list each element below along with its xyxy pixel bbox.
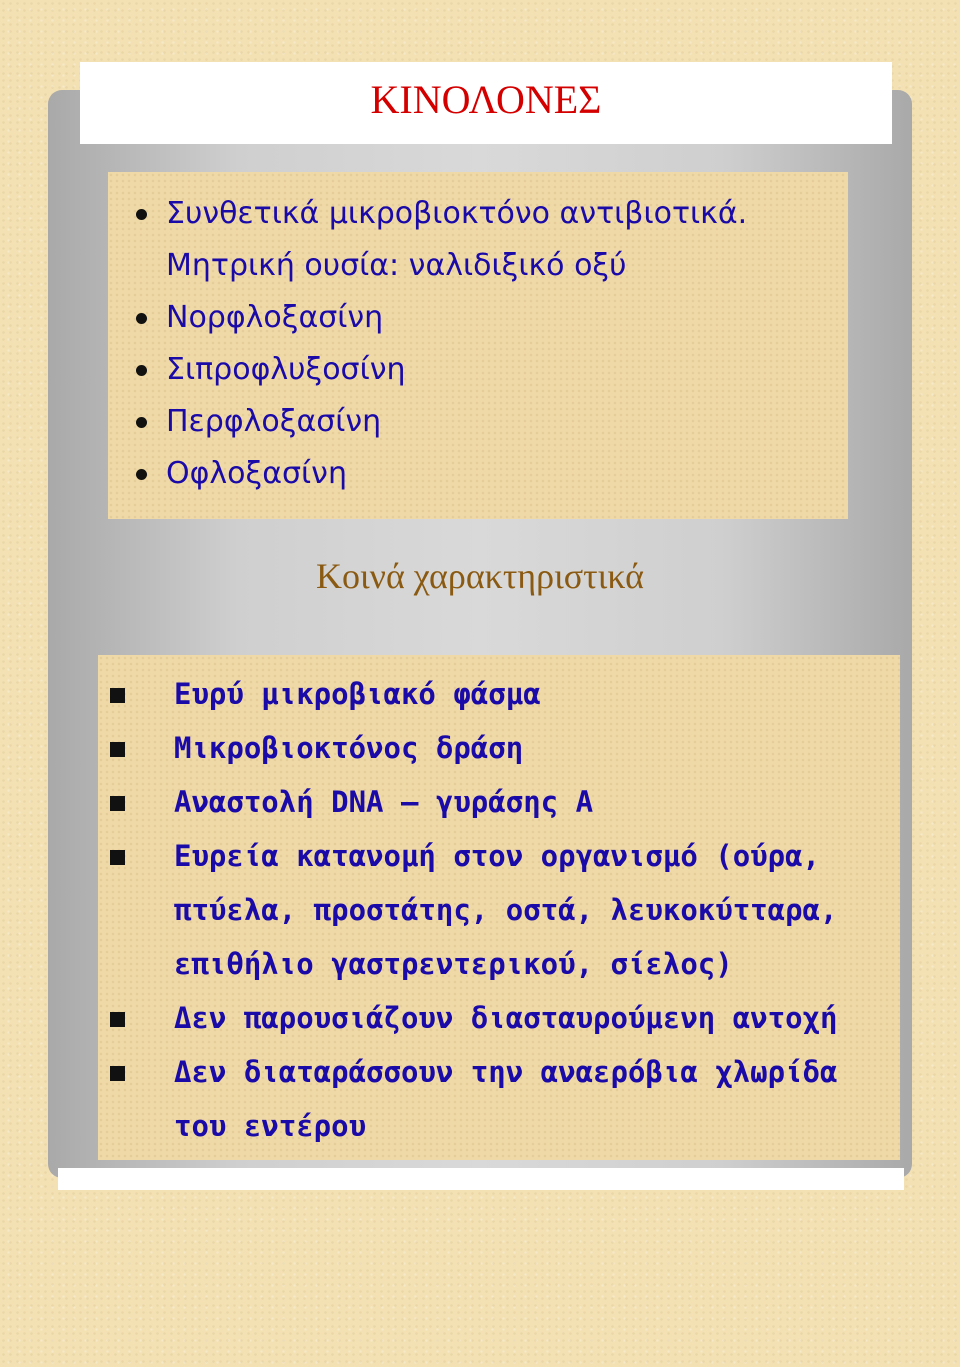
list-item-text: Σιπροφλυξοσίνη — [166, 352, 406, 387]
square-bullet-icon — [110, 850, 125, 865]
list-item — [108, 448, 747, 500]
list-item — [108, 240, 747, 292]
list-item — [98, 991, 900, 1045]
bullet-dot-icon — [136, 417, 147, 428]
list-item — [108, 344, 747, 396]
list-item-text: Μητρική ουσία: ναλιδιξικό οξύ — [166, 248, 627, 283]
list-item-text: Ευρύ μικροβιακό φάσμα — [174, 677, 541, 711]
bullet-dot-icon — [136, 469, 147, 480]
list-item-text: Νορφλοξασίνη — [166, 300, 384, 335]
list-item — [98, 721, 900, 775]
square-bullet-icon — [110, 796, 125, 811]
title-bar — [80, 62, 892, 144]
list-item-text: πτύελα, προστάτης, οστά, λευκοκύτταρα, — [174, 893, 838, 927]
square-bullet-icon — [110, 742, 125, 757]
list-item — [108, 396, 747, 448]
section-subtitle: Κοινά χαρακτηριστικά — [315, 556, 645, 596]
list-item — [108, 188, 747, 240]
list-item-text: του εντέρου — [174, 1109, 367, 1143]
characteristics-list — [98, 667, 900, 1153]
list-item-text: Οφλοξασίνη — [166, 456, 347, 491]
bullet-dot-icon — [136, 209, 147, 220]
list-item — [98, 1045, 900, 1153]
list-item — [108, 292, 747, 344]
list-item-text: επιθήλιο γαστρεντερικού, σίελος) — [174, 947, 733, 981]
slide-bottom-strip — [58, 1168, 904, 1190]
list-item — [98, 775, 900, 829]
bullet-dot-icon — [136, 365, 147, 376]
square-bullet-icon — [110, 1066, 125, 1081]
page-title: ΚΙΝΟΛΟΝΕΣ — [370, 77, 602, 122]
list-item-text: Αναστολή DNA – γυράσης Α — [174, 785, 594, 819]
list-item-text: Δεν παρουσιάζουν διασταυρούμενη αντοχή — [174, 1001, 838, 1035]
list-item-text: Περφλοξασίνη — [166, 404, 382, 439]
antibiotics-list — [108, 188, 747, 500]
square-bullet-icon — [110, 1012, 125, 1027]
list-item — [98, 667, 900, 721]
antibiotics-box — [108, 172, 848, 519]
list-item-text: Μικροβιοκτόνος δράση — [174, 731, 524, 765]
list-item-text: Ευρεία κατανομή στον οργανισμό (ούρα, — [174, 839, 821, 873]
characteristics-box — [98, 655, 900, 1160]
list-item-text: Συνθετικά μικροβιοκτόνο αντιβιοτικά. — [166, 196, 748, 231]
square-bullet-icon — [110, 688, 125, 703]
list-item-text: Δεν διαταράσσουν την αναερόβια χλωρίδα — [174, 1055, 838, 1089]
list-item — [98, 829, 900, 991]
bullet-dot-icon — [136, 313, 147, 324]
